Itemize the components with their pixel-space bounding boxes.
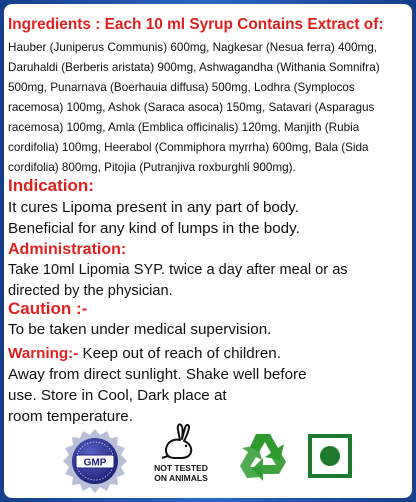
not-tested-line: NOT TESTED xyxy=(154,463,208,473)
indication-line: It cures Lipoma present in any part of body. xyxy=(8,199,299,216)
ingredients-line: 500mg, Punarnava (Boerhauia diffusa) 500mg, Lodhra (Symplocos xyxy=(8,81,355,94)
warning-line: room temperature. xyxy=(8,408,133,425)
rabbit-icon xyxy=(148,422,214,462)
ingredients-line: cordifolia) 800mg, Pitojia (Putranjiva roxburghli 900mg). xyxy=(8,161,296,174)
warning-label: Warning:- xyxy=(8,345,79,362)
ingredients-heading: Ingredients : Each 10 ml Syrup Contains Extract of: xyxy=(8,16,384,33)
ingredients-line: Hauber (Juniperus Communis) 600mg, Nagkesar (Nesua ferra) 400mg, xyxy=(8,41,377,54)
indication-text xyxy=(8,197,300,239)
administration-text xyxy=(8,260,348,302)
warning-first-line-text: Keep out of reach of children. xyxy=(78,345,281,362)
warning-first-line xyxy=(8,343,307,364)
gmp-seal-text: GMP xyxy=(83,457,107,469)
administration-line: Take 10ml Lipomia SYP. twice a day after meal or as xyxy=(8,262,348,278)
not-tested-line: ON ANIMALS xyxy=(154,473,208,483)
warning-text xyxy=(8,343,307,427)
gmp-seal-icon xyxy=(62,428,128,494)
warning-line: use. Store in Cool, Dark place at xyxy=(8,387,227,404)
ingredients-line: racemosa) 100mg, Amla (Emblica officinalis) 120mg, Manjith (Rubia xyxy=(8,121,360,134)
indication-line: Beneficial for any kind of lumps in the body. xyxy=(8,220,300,237)
ingredients-list xyxy=(8,38,410,178)
veg-mark-icon xyxy=(306,432,354,480)
not-tested-text xyxy=(148,463,214,483)
ingredients-line: racemosa) 100mg, Ashok (Saraca asoca) 150mg, Satavari (Asparagus xyxy=(8,101,375,114)
certification-badges xyxy=(4,422,412,498)
ingredients-line: cordifolia) 100mg, Heerabol (Commiphora myrrha) 600mg, Bala (Sida xyxy=(8,141,369,154)
ingredients-line: Daruhaldi (Berberis aristata) 900mg, Ashwagandha (Withania Somnifra) xyxy=(8,61,380,74)
caution-heading: Caution :- xyxy=(8,299,88,318)
administration-heading: Administration: xyxy=(8,241,127,258)
caution-line: To be taken under medical supervision. xyxy=(8,321,272,338)
warning-line: Away from direct sunlight. Shake well before xyxy=(8,366,307,383)
label-panel xyxy=(4,4,412,498)
recycle-icon xyxy=(232,426,294,488)
caution-text xyxy=(8,319,271,340)
indication-heading: Indication: xyxy=(8,176,94,195)
administration-line: directed by the physician. xyxy=(8,283,173,299)
not-tested-on-animals-badge xyxy=(148,422,214,488)
